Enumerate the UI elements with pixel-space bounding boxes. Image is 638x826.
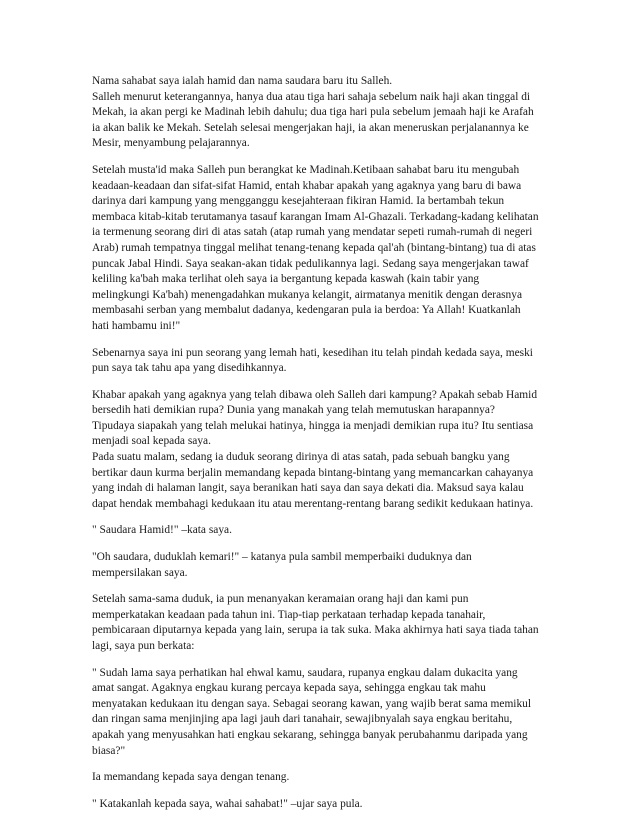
paragraph-5 [92,450,552,512]
text-line: pun saya tak tahu apa yang disedihkannya. [92,362,287,375]
text-line: Arab) rumah tempatnya tinggal melihat tenang-tenang kepada qal'ah (bintang-bintang) tua di atas [92,241,536,254]
text-line: Mekah, ia akan pergi ke Madinah lebih dahulu; dua tiga hari pula sebelum jemaah haji ke Arafah [92,106,534,119]
text-line: Salleh menurut keterangannya, hanya dua atau tiga hari sahaja sebelum naik haji akan tinggal di [92,90,531,103]
text-line: Nama sahabat saya ialah hamid dan nama saudara baru itu Salleh. [92,75,393,87]
text-line: dapat hendak membahagi kedukaan itu atau merentang-rentang barang sedikit kedukaan hatinya. [92,497,534,510]
paragraph-1 [92,74,552,152]
text-line: membasahi serban yang membalut dadanya, kedengaran pula ia berdoa: Ya Allah! Kuatkanlah [92,304,521,317]
text-line: Khabar apakah yang agaknya yang telah dibawa oleh Salleh dari kampung? Apakah sebab Hamid [92,388,538,401]
text-line: " Katakanlah kepada saya, wahai sahabat!" –ujar saya pula. [92,797,363,810]
text-line: mempersilakan saya. [92,566,188,579]
text-line: yang indah di halaman langit, saya beranikan hati saya dan saya dekati dia. Maksud saya kalau [92,482,524,495]
text-line: " Saudara Hamid!" –kata saya. [92,524,232,537]
paragraph-8 [92,592,552,654]
text-line: menjadi soal kepada saya. [92,435,211,448]
paragraph-3 [92,346,552,377]
text-line: keadaan-keadaan dan sifat-sifat Hamid, entah khabar apakah yang agaknya yang baru di bawa [92,179,522,192]
document-page [92,74,552,823]
text-line: dan ringan sama menjinjing apa lagi jauh dari tanahair, sewajibnyalah saya engkau beritahu, [92,713,513,726]
text-line: ia termenung seorang diri di atas satah (atap rumah yang mendatar sepeti rumah-rumah di negeri [92,226,533,239]
text-line: Setelah sama-sama duduk, ia pun menanyakan keramaian orang haji dan kami pun [92,593,469,606]
text-line: membaca kitab-kitab terutamanya tasauf karangan Imam Al-Ghazali. Terkadang-kadang kelihatan [92,210,539,223]
paragraph-9 [92,666,552,760]
text-line: melingkungi Ka'bah) menengadahkan mukanya kelangit, airmatanya menitik dengan derasnya [92,288,523,301]
text-line: "Oh saudara, duduklah kemari!" – katanya pula sambil memperbaiki duduknya dan [92,551,472,564]
text-line: Ia memandang kepada saya dengan tenang. [92,771,290,784]
paragraph-6 [92,523,552,539]
text-line: Pada suatu malam, sedang ia duduk seorang dirinya di atas satah, pada sebuah bangku yang [92,451,510,464]
text-line: Setelah musta'id maka Salleh pun berangkat ke Madinah.Ketibaan sahabat baru itu mengubah [92,163,520,176]
text-line: " Sudah lama saya perhatikan hal ehwal kamu, saudara, rupanya engkau dalam dukacita yang [92,666,518,679]
text-line: pembicaraan diputarnya kepada yang lain, serupa ia tak suka. Maka akhirnya hati saya tiada tahan [92,624,539,637]
text-line: Tipudaya siapakah yang telah melukai hatinya, hingga ia menjadi demikian rupa itu? Itu sentiasa [92,419,534,432]
text-line: menyatakan kedukaan itu dengan saya. Sebagai seorang kawan, yang wajib berat sama memikul [92,697,532,710]
text-line: keliling ka'bah maka terlihat oleh saya ia bergantung kepada kaswah (kain tabir yang [92,273,480,286]
text-line: biasa?" [92,744,126,757]
text-line: memperkatakan keadaan pada tahun ini. Tiap-tiap perkataan terhadap kepada tanahair, [92,608,486,621]
text-line: bersedih hati demikian rupa? Dunia yang manakah yang telah memutuskan harapannya? [92,404,495,417]
text-line: puncak Jabal Hindi. Saya seakan-akan tidak pedulikannya lagi. Sedang saya mengerjakan tawaf [92,257,529,270]
text-line: lagi, saya pun berkata: [92,640,195,652]
paragraph-11 [92,797,552,813]
text-line: amat sangat. Agaknya engkau kurang percaya kepada saya, sehingga engkau tak mahu [92,682,486,695]
text-line: darinya dari kampung yang mengganggu kesejahteraan fikiran Hamid. Ia bertambah tekun [92,195,505,208]
text-line: apakah yang menyusahkan hati engkau sekarang, sehingga banyak perubahanmu daripada yang [92,728,528,741]
paragraph-10 [92,770,552,786]
paragraph-2 [92,163,552,335]
text-line: bertikar daun kurma berjalin memandang kepada bintang-bintang yang memancarkan cahayanya [92,466,534,479]
paragraph-7 [92,550,552,581]
text-line: hati hambamu ini!" [92,319,181,332]
text-line: ia akan balik ke Mekah. Setelah selesai mengerjakan haji, ia akan meneruskan perjalanannya ke [92,121,529,134]
text-line: Mesir, menyambung pelajarannya. [92,137,250,150]
paragraph-4 [92,388,552,450]
text-line: Sebenarnya saya ini pun seorang yang lemah hati, kesedihan itu telah pindah kedada saya, meski [92,346,533,359]
